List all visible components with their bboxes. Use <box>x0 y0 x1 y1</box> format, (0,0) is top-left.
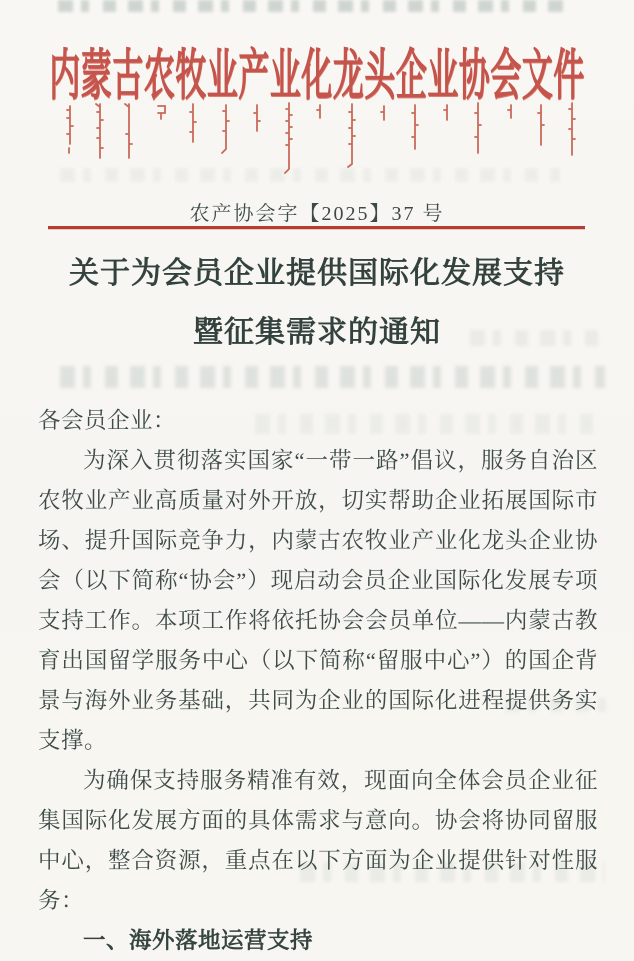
salutation: 各会员企业： <box>38 408 177 433</box>
section-heading-1: 一、海外落地运营支持 <box>83 928 314 953</box>
mongolian-script-band <box>0 0 634 185</box>
notice-title <box>0 244 634 362</box>
red-rule-divider <box>48 226 585 229</box>
notice-title-line1: 关于为会员企业提供国际化发展支持 <box>69 257 565 290</box>
bleed-through-under-title <box>60 366 605 388</box>
doc-number: 农产协会字【2025】37 号 <box>189 203 445 225</box>
letterhead-org-title: 内蒙古农牧业产业化龙头企业协会文件 <box>49 44 585 107</box>
notice-title-line2: 暨征集需求的通知 <box>193 316 441 349</box>
notice-body <box>38 401 598 961</box>
body-paragraph-1: 为深入贯彻落实国家“一带一路”倡议，服务自治区农牧业产业高质量对外开放，切实帮助企业拓展国际市场、提升国际竞争力，内蒙古农牧业产业化龙头企业协会（以下简称“协会”）现启动会员企业国际化发展专项支持工作。本项工作将依托协会会员单位——内蒙古教育出国留学服务中心（以下简称“留服中心”）的国企背景与海外业务基础，共同为企业的国际化进程提供务实支撑。 <box>38 448 598 753</box>
body-paragraph-2: 为确保支持服务精准有效，现面向全体会员企业征集国际化发展方面的具体需求与意向。协会将协同留服中心，整合资源，重点在以下方面为企业提供针对性服务： <box>38 768 598 913</box>
